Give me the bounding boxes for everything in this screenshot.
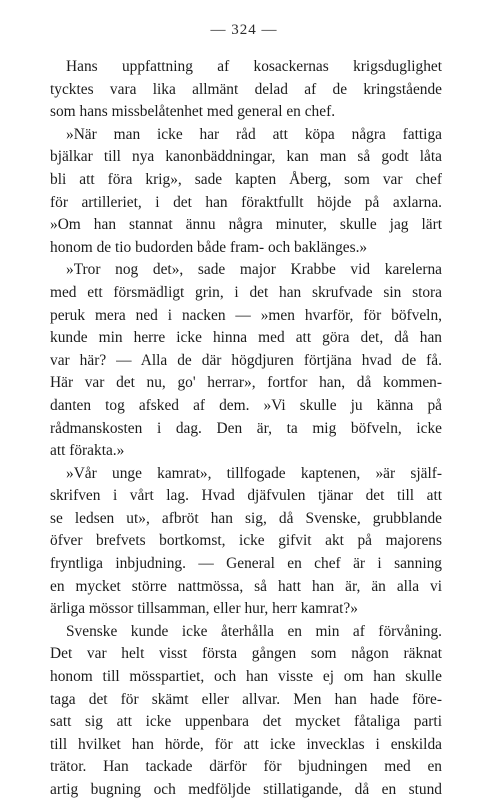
text-line: bjälkar till nya kanonbäddningar, kan man så godt låta <box>50 148 442 166</box>
page-number: — 324 — <box>210 22 278 38</box>
text-line: med ett försmädligt grin, i det han skrufvade sin stora <box>50 283 442 301</box>
text-line: danten tog afsked af dem. »Vi skulle ju känna på <box>50 396 442 414</box>
body-text <box>50 56 442 802</box>
text-line: »Om han stannat ännu några minuter, skulle jag lärt <box>50 216 442 234</box>
text-line: tycktes vara lika allmänt delad af de kringstående <box>50 80 442 98</box>
text-line: Hans uppfattning af kosackernas krigsduglighet <box>66 58 442 75</box>
text-line: kunde min herre icke hinna med att göra det, då han <box>50 329 442 347</box>
text-line: honom de tio budorden både fram- och baklänges.» <box>50 238 368 256</box>
text-line: »När man icke har råd att köpa några fattiga <box>66 125 442 143</box>
text-line: trätor. Han tackade därför för bjudningen med en <box>50 758 442 776</box>
text-line: till hvilket han hörde, för att icke invecklas i enskilda <box>50 735 442 753</box>
text-line: honom till mösspartiet, och han visste ej om han skulle <box>50 668 442 686</box>
text-line: skrifven i vårt lag. Hvad djäfvulen tjänar det till att <box>50 487 442 505</box>
text-line: se ledsen ut», afbröt han sig, då Svenske, grubblande <box>50 509 442 527</box>
text-line: var här? — Alla de där högdjuren förtjäna hvad de få. <box>50 351 442 369</box>
text-line: ärliga mössor tillsamman, eller hur, herr kamrat?» <box>50 600 358 618</box>
text-line: öfver brefvets bortkomst, icke gifvit akt på majorens <box>50 532 442 550</box>
text-line: Det var helt visst första gången som någon räknat <box>50 645 442 663</box>
text-line: artig bugning och medföljde stillatigande, då en stund <box>50 781 442 798</box>
text-line: att föraktа.» <box>50 442 125 460</box>
text-line: Svenske kunde icke återhålla en min af förvåning. <box>66 622 442 640</box>
text-line: »Vår unge kamrat», tillfogade kaptenen, »är själf- <box>66 464 442 482</box>
text-line: en mycket större nattmössa, så hatt han är, än alla vi <box>50 577 442 595</box>
text-line: satt sig att icke uppenbara det mycket fåtaliga parti <box>50 713 442 731</box>
text-line: för artilleriet, i det han föraktfullt höjde på axlarna. <box>50 193 442 211</box>
text-line: Här var det nu, go' herrar», fortfor han, då kommen- <box>50 374 442 392</box>
text-line: bli att föra krig», sade kapten Åberg, som var chef <box>50 170 442 188</box>
text-line: fryntliga inbjudning. — General en chef är i sanning <box>50 555 442 573</box>
text-line: peruk mera ned i nacken — »men hvarför, för böfveln, <box>50 306 442 324</box>
text-line: rådmanskosten i dag. Den är, ta mig böfveln, icke <box>50 419 442 437</box>
text-line: som hans missbelåtenhet med general en chef. <box>50 103 336 121</box>
text-line: taga det för skämt eller allvar. Men han hade före- <box>50 690 442 708</box>
text-line: »Tror nog det», sade major Krabbe vid karelerna <box>66 261 442 279</box>
